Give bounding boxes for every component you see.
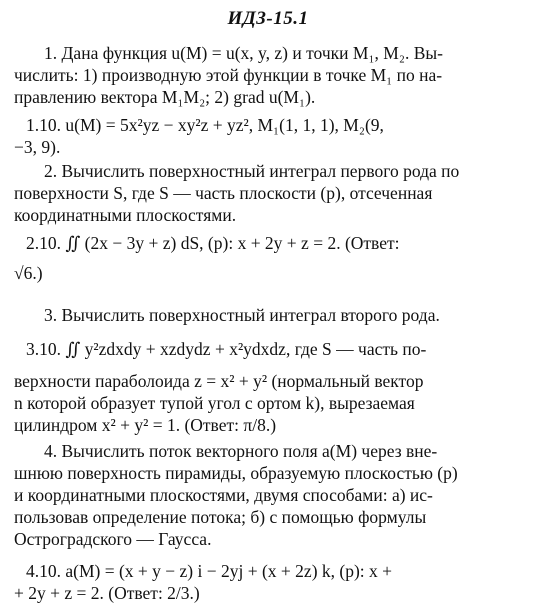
task-4-statement-line-3: и координатными плоскостями, двумя способами: а) ис-	[14, 485, 433, 505]
task-1-statement-line-1: 1. Дана функция u(M) = u(x, y, z) и точки M₁, M₂. Вы-	[44, 43, 443, 63]
task-2-10-answer: √6.)	[14, 263, 43, 283]
task-4-10-answer: + 2y + z = 2. (Ответ: 2/3.)	[14, 583, 200, 603]
task-3-10-line-3: n которой образует тупой угол с ортом k), вырезаемая	[14, 393, 415, 413]
task-3-statement: 3. Вычислить поверхностный интеграл второго рода.	[44, 305, 440, 325]
task-1-statement-line-2: числить: 1) производную этой функции в точке M₁ по на-	[14, 65, 443, 85]
task-2-statement-line-1: 2. Вычислить поверхностный интеграл первого рода по	[44, 161, 460, 181]
task-1-10-function: 1.10. u(M) = 5x²yz − xy²z + yz², M₁(1, 1, 1), M₂(9,	[26, 115, 384, 135]
task-4-statement-line-2: шнюю поверхность пирамиды, образуемую плоскостью (p)	[14, 463, 458, 483]
task-2-statement-line-2: поверхности S, где S — часть плоскости (p), отсеченная	[14, 183, 433, 203]
task-2-statement-line-3: координатными плоскостями.	[14, 205, 237, 225]
task-3-10-answer: цилиндром x² + y² = 1. (Ответ: π/8.)	[14, 415, 277, 435]
task-1-statement-line-3: правлению вектора M₁M₂; 2) grad u(M₁).	[14, 87, 316, 107]
task-1-10-point: −3, 9).	[14, 137, 61, 157]
task-4-10-field: 4.10. a(M) = (x + y − z) i − 2yj + (x + 2z) k, (p): x +	[26, 561, 393, 581]
task-3-10-line-2: верхности параболоида z = x² + y² (нормальный вектор	[14, 371, 424, 391]
task-4-statement-line-4: пользовав определение потока; б) с помощью формулы	[14, 507, 427, 527]
task-4-statement-line-5: Остроградского — Гаусса.	[14, 529, 212, 549]
task-2-10-integral: 2.10. ∬ (2x − 3y + z) dS, (p): x + 2y + z = 2. (Ответ:	[26, 233, 400, 253]
document-title: ИДЗ-15.1	[227, 8, 309, 29]
task-3-10-integral: 3.10. ∬ y²zdxdy + xzdydz + x²ydxdz, где S — часть по-	[26, 339, 427, 359]
task-4-statement-line-1: 4. Вычислить поток векторного поля a(M) через вне-	[44, 441, 438, 461]
